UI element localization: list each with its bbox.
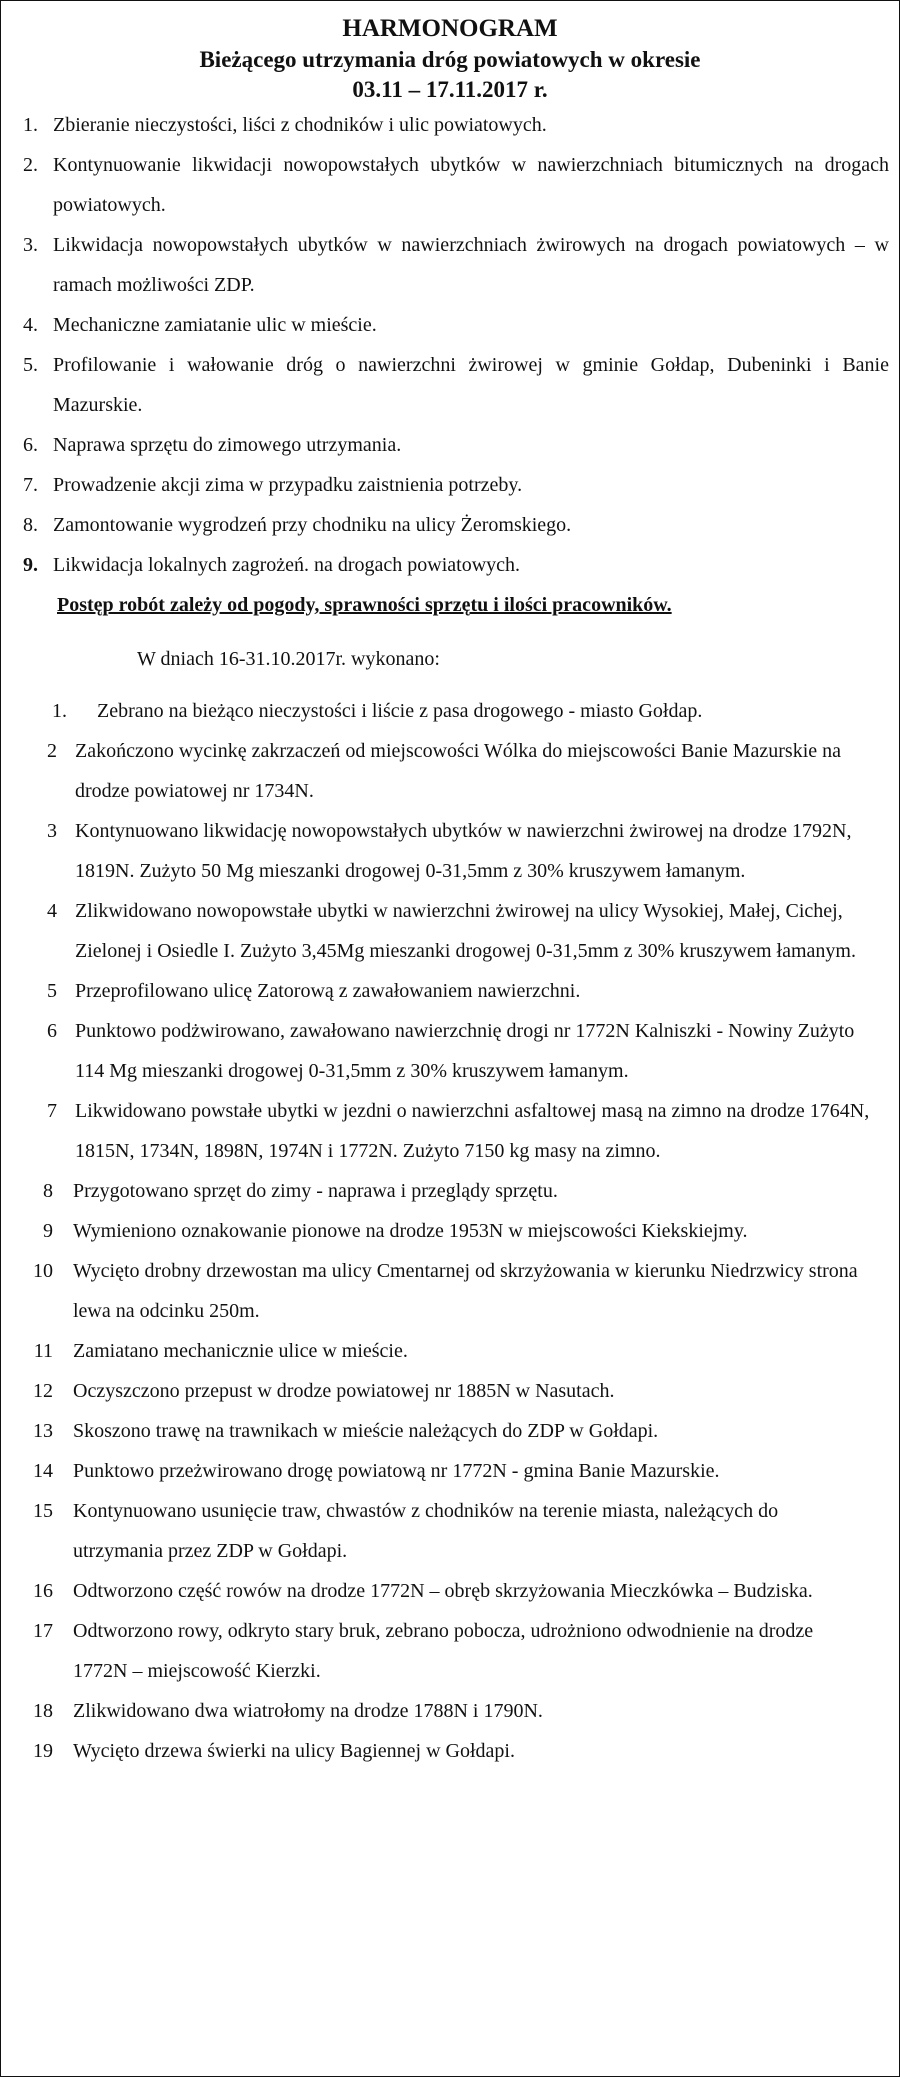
document-period: 03.11 – 17.11.2017 r. [352,77,548,102]
plan-item [1,345,899,425]
plan-item-number: 6. [23,434,38,456]
completed-item-number: 4 [47,900,57,922]
completed-item-number: 17 [33,1620,53,1642]
completed-item-number: 9 [43,1220,53,1242]
plan-item-number: 7. [23,474,38,496]
completed-works-list [1,691,899,1771]
plan-item-text: Kontynuowanie likwidacji nowopowstałych ubytków w nawierzchniach bitumicznych na drogach powiatowych. [53,154,889,216]
completed-item-text: Zlikwidowano nowopowstałe ubytki w nawierzchni żwirowej na ulicy Wysokiej, Małej, Cichej, Zielonej i Osiedle I. Zużyto 3,45Mg mieszanki drogowej 0-31,5mm z 30% kruszywem łamanym. [75,900,856,962]
completed-item [1,1691,899,1731]
plan-item [1,105,899,145]
completed-item-number: 1. [52,700,67,722]
completed-item-text: Odtworzono rowy, odkryto stary bruk, zebrano pobocza, udrożniono odwodnienie na drodze 1772N – miejscowość Kierzki. [73,1620,814,1682]
completed-item [1,1011,899,1091]
plan-item [1,465,899,505]
document-subtitle: Bieżącego utrzymania dróg powiatowych w okresie [199,47,701,72]
weather-notice: Postęp robót zależy od pogody, sprawności sprzętu i ilości pracowników. [57,594,672,616]
completed-item-text: Zamiatano mechanicznie ulice w mieście. [73,1340,408,1362]
plan-item [1,545,899,585]
plan-item-number: 2. [23,154,38,176]
plan-item-number: 1. [23,114,38,136]
completed-item [1,1091,899,1171]
plan-item-number: 4. [23,314,38,336]
completed-item-number: 11 [33,1340,53,1362]
completed-item-text: Przeprofilowano ulicę Zatorową z zawałowaniem nawierzchni. [75,980,581,1002]
completed-item [1,1611,899,1691]
plan-item-text: Likwidacja lokalnych zagrożeń. na drogach powiatowych. [53,554,521,576]
completed-item-text: Kontynuowano usunięcie traw, chwastów z chodników na terenie miasta, należących do utrzymania przez ZDP w Gołdapi. [73,1500,779,1562]
completed-item-text: Zebrano na bieżąco nieczystości i liście z pasa drogowego - miasto Gołdap. [97,700,703,722]
completed-item [1,1731,899,1771]
completed-item-text: Kontynuowano likwidację nowopowstałych ubytków w nawierzchni żwirowej na drodze 1792N, 1819N. Zużyto 50 Mg mieszanki drogowej 0-31,5mm z 30% kruszywem łamanym. [75,820,852,882]
plan-item-number: 5. [23,354,38,376]
completed-item [1,1331,899,1371]
completed-item-text: Zakończono wycinkę zakrzaczeń od miejscowości Wólka do miejscowości Banie Mazurskie na drodze powiatowej nr 1734N. [75,740,842,802]
plan-item-text: Zbieranie nieczystości, liści z chodników i ulic powiatowych. [53,114,547,136]
completed-item-number: 2 [47,740,57,762]
completed-item [1,731,899,811]
plan-item-text: Mechaniczne zamiatanie ulic w mieście. [53,314,377,336]
plan-item-number: 3. [23,234,38,256]
completed-item [1,811,899,891]
plan-list [1,105,899,585]
completed-item-number: 5 [47,980,57,1002]
completed-item [1,1451,899,1491]
completed-item-number: 19 [33,1740,53,1762]
completed-item-text: Oczyszczono przepust w drodze powiatowej nr 1885N w Nasutach. [73,1380,615,1402]
completed-item-text: Wymieniono oznakowanie pionowe na drodze 1953N w miejscowości Kiekskiejmy. [73,1220,748,1242]
plan-item [1,505,899,545]
completed-item-number: 16 [33,1580,53,1602]
completed-item-number: 10 [33,1260,53,1282]
plan-item [1,145,899,225]
completed-item [1,1371,899,1411]
completed-item-number: 6 [47,1020,57,1042]
completed-item-text: Likwidowano powstałe ubytki w jezdni o nawierzchni asfaltowej masą na zimno na drodze 1764N, 1815N, 1734N, 1898N, 1974N i 1772N. Zużyto 7150 kg masy na zimno. [75,1100,870,1162]
document-header [1,1,899,105]
completed-item-number: 8 [43,1180,53,1202]
completed-item [1,891,899,971]
plan-item-text: Naprawa sprzętu do zimowego utrzymania. [53,434,402,456]
completed-item-text: Odtworzono część rowów na drodze 1772N – obręb skrzyżowania Mieczkówka – Budziska. [73,1580,813,1602]
completed-item [1,1571,899,1611]
plan-item [1,225,899,305]
completed-item [1,691,899,731]
plan-item [1,425,899,465]
plan-item-number: 9. [23,554,38,576]
completed-item-text: Zlikwidowano dwa wiatrołomy na drodze 1788N i 1790N. [73,1700,543,1722]
completed-item-number: 18 [33,1700,53,1722]
completed-item [1,1411,899,1451]
completed-item [1,1171,899,1211]
completed-item-number: 7 [47,1100,57,1122]
completed-item [1,1251,899,1331]
completed-item-number: 13 [33,1420,53,1442]
completed-works-heading: W dniach 16-31.10.2017r. wykonano: [137,648,440,670]
completed-item-number: 15 [33,1500,53,1522]
completed-item-text: Punktowo podżwirowano, zawałowano nawierzchnię drogi nr 1772N Kalniszki - Nowiny Zużyto 114 Mg mieszanki drogowej 0-31,5mm z 30% kruszywem łamanym. [75,1020,855,1082]
completed-item-number: 14 [33,1460,53,1482]
completed-item [1,1491,899,1571]
plan-item-text: Profilowanie i wałowanie dróg o nawierzchni żwirowej w gminie Gołdap, Dubeninki i Banie Mazurskie. [53,354,889,416]
completed-item-number: 3 [47,820,57,842]
plan-item-text: Zamontowanie wygrodzeń przy chodniku na ulicy Żeromskiego. [53,514,572,536]
completed-item-text: Wycięto drzewa świerki na ulicy Bagiennej w Gołdapi. [73,1740,515,1762]
completed-item-text: Wycięto drobny drzewostan ma ulicy Cmentarnej od skrzyżowania w kierunku Niedrzwicy strona lewa na odcinku 250m. [73,1260,858,1322]
completed-item-text: Punktowo przeżwirowano drogę powiatową nr 1772N - gmina Banie Mazurskie. [73,1460,720,1482]
plan-item-text: Likwidacja nowopowstałych ubytków w nawierzchniach żwirowych na drogach powiatowych – w ramach możliwości ZDP. [53,234,889,296]
completed-item [1,1211,899,1251]
plan-item-text: Prowadzenie akcji zima w przypadku zaistnienia potrzeby. [53,474,523,496]
completed-item [1,971,899,1011]
completed-item-number: 12 [33,1380,53,1402]
completed-item-text: Przygotowano sprzęt do zimy - naprawa i przeglądy sprzętu. [73,1180,558,1202]
completed-item-text: Skoszono trawę na trawnikach w mieście należących do ZDP w Gołdapi. [73,1420,659,1442]
plan-item [1,305,899,345]
document-title: HARMONOGRAM [342,15,558,42]
plan-item-number: 8. [23,514,38,536]
